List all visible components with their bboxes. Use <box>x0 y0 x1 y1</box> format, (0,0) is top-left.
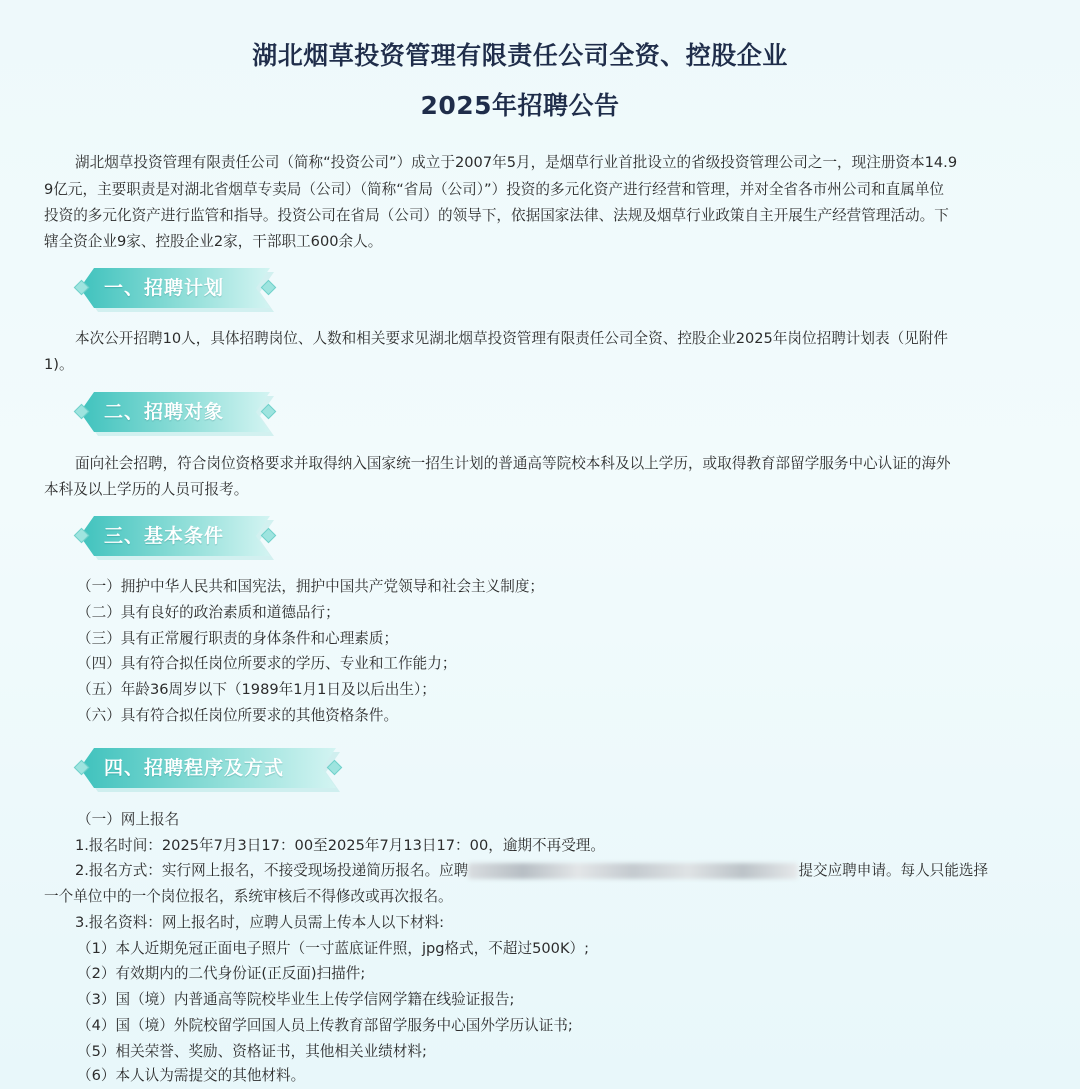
section-heading-procedure <box>80 746 342 790</box>
condition-item: （一）拥护中华人民共和国宪法，拥护中国共产党领导和社会主义制度； <box>77 578 545 595</box>
section-text-line: 面向社会招聘，符合岗位资格要求并取得纳入国家统一招生计划的普通高等院校本科及以上学历，或取得教育部留学服务中心认证的海外 <box>75 455 951 472</box>
condition-item: （六）具有符合拟任岗位所要求的其他资格条件。 <box>77 707 399 724</box>
procedure-line: 3.报名资料：网上报名时，应聘人员需上传本人以下材料: <box>75 914 445 931</box>
condition-item: （三）具有正常履行职责的身体条件和心理素质； <box>77 630 399 647</box>
condition-item: （二）具有良好的政治素质和道德品行； <box>77 604 340 621</box>
section-heading-label: 二、招聘对象 <box>104 401 225 423</box>
material-item: （4）国（境）外院校留学回国人员上传教育部留学服务中心国外学历认证书; <box>77 1017 573 1034</box>
condition-item: （四）具有符合拟任岗位所要求的学历、专业和工作能力； <box>77 655 457 672</box>
material-item: （6）本人认为需提交的其他材料。 <box>77 1067 306 1084</box>
procedure-line: 一个单位中的一个岗位报名，系统审核后不得修改或再次报名。 <box>44 888 453 905</box>
material-item: （3）国（境）内普通高等院校毕业生上传学信网学籍在线验证报告; <box>77 991 515 1008</box>
redacted-url <box>468 863 798 879</box>
section-heading-basic-conditions <box>80 514 276 558</box>
section-heading-recruitment-target <box>80 390 276 434</box>
intro-line: 9亿元，主要职责是对湖北省烟草专卖局（公司）（简称“省局（公司）”）投资的多元化资产进行经营和管理，并对全省各市州公司和直属单位 <box>44 181 945 198</box>
intro-line: 辖全资企业9家、控股企业2家，干部职工600余人。 <box>44 233 383 250</box>
intro-line: 投资的多元化资产进行监管和指导。投资公司在省局（公司）的领导下，依据国家法律、法规及烟草行业政策自主开展生产经营管理活动。下 <box>44 207 949 224</box>
section-text-line: 本科及以上学历的人员可报考。 <box>44 481 249 498</box>
procedure-text: 2.报名方式：实行网上报名，不接受现场投递简历报名。应聘 <box>75 862 469 879</box>
section-heading-recruitment-plan <box>80 266 276 310</box>
page-title: 湖北烟草投资管理有限责任公司全资、控股企业 <box>252 41 788 70</box>
condition-item: （五）年龄36周岁以下（1989年1月1日及以后出生）； <box>77 681 436 698</box>
section-heading-label: 一、招聘计划 <box>104 277 225 299</box>
section-text-line: 本次公开招聘10人，具体招聘岗位、人数和相关要求见湖北烟草投资管理有限责任公司全资、控股企业2025年岗位招聘计划表（见附件 <box>75 330 948 347</box>
section-text-line: 1)。 <box>44 356 74 373</box>
material-item: （5）相关荣誉、奖励、资格证书，其他相关业绩材料; <box>77 1043 427 1060</box>
procedure-line <box>44 858 1004 884</box>
intro-line: 湖北烟草投资管理有限责任公司（简称“投资公司”）成立于2007年5月，是烟草行业首批设立的省级投资管理公司之一，现注册资本14.9 <box>75 154 958 171</box>
material-item: （2）有效期内的二代身份证(正反面)扫描件; <box>77 965 366 982</box>
procedure-text: 提交应聘申请。每人只能选择 <box>798 862 989 879</box>
material-item: （1）本人近期免冠正面电子照片（一寸蓝底证件照，jpg格式，不超过500K）; <box>77 940 590 957</box>
section-heading-label: 四、招聘程序及方式 <box>104 757 285 779</box>
section-heading-label: 三、基本条件 <box>104 525 225 547</box>
page-subtitle: 2025年招聘公告 <box>420 91 620 120</box>
subsection-title: （一）网上报名 <box>77 811 180 828</box>
procedure-line: 1.报名时间：2025年7月3日17：00至2025年7月13日17：00，逾期不再受理。 <box>75 837 605 854</box>
